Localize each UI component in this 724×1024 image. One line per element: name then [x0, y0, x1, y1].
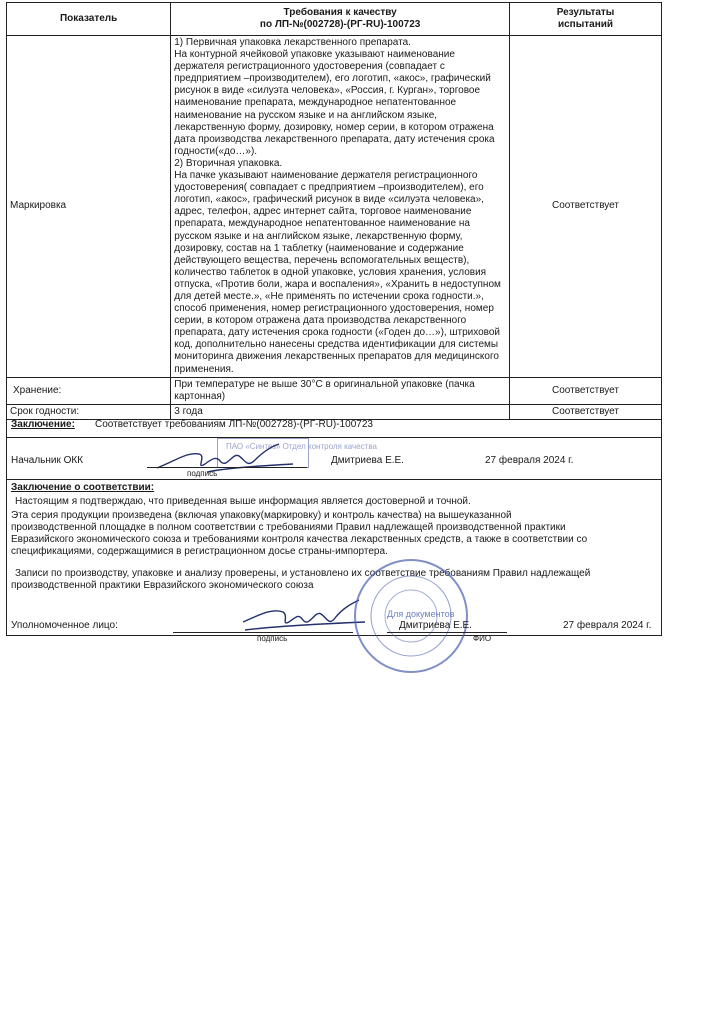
okk-name: Дмитриева Е.Е.: [331, 455, 404, 466]
header-requirements: [171, 3, 510, 36]
conclusion-label: Заключение:: [11, 419, 75, 430]
requirements-cell: [171, 36, 510, 378]
okk-signature-line: [147, 467, 307, 468]
requirement-text: 2) Вторичная упаковка.: [174, 157, 283, 169]
document-sheet: [6, 2, 662, 658]
authorized-signature-caption: подпись: [257, 634, 288, 643]
requirements-cell: При температуре не выше 30°С в оригинальной упаковке (пачка картонная): [171, 377, 510, 404]
header-indicator: Показатель: [7, 3, 171, 36]
okk-role: Начальник ОКК: [11, 455, 84, 466]
requirement-text: На пачке указывают наименование держателя регистрационного удостоверения( совпадает с предприятием –производителем), его логотип, «акос», графический рисунок в виде «силуэта человека», адрес, телефон, адрес интернет сайта, торговое наименование препарата, международное непатентованное наименование на русском языке и на английском языке, лекарственную форму, дозировку, состав на 1 таблетку (наименование и содержание действующего вещества, перечень вспомогательных веществ), количество таблеток в одной упаковке, условия хранения, условия отпуска, «Против боли, жара и воспаления», «Хранить в недоступном для детей месте.», «Не применять по истечении срока годности.», способ применения, номер регистрационного удостоверения, номер серии, в котором отражена дата производства лекарственного препарата, дату истечения срока годности («Годен до…»), штриховой код, дополнительно нанесены средства идентификации для системы мониторинга движения лекарственных препаратов для медицинского применения.: [174, 170, 501, 375]
compliance-p2-line: спецификациями, содержащимися в регистрационном досье страны-импортера.: [11, 546, 388, 557]
compliance-p1: Настоящим я подтверждаю, что приведенная выше информация является достоверной и точной.: [15, 496, 471, 507]
compliance-block: [6, 480, 662, 643]
compliance-heading: Заключение о соответствии:: [11, 482, 155, 493]
table-header-row: [7, 3, 662, 36]
result-cell: Соответствует: [510, 377, 662, 404]
table-row: [7, 377, 662, 404]
requirement-text: 1) Первичная упаковка лекарственного препарата.: [174, 37, 411, 48]
indicator-cell: Хранение:: [7, 377, 171, 404]
signature-authorized: [237, 600, 367, 634]
conclusion-text: Соответствует требованиям ЛП-№(002728)-(РГ-RU)-100723: [95, 419, 373, 430]
stamp-text: ПАО «Синтез» Отдел контроля качества: [226, 442, 377, 451]
indicator-cell: Маркировка: [7, 36, 171, 378]
header-results-line1: Результаты: [556, 6, 615, 18]
compliance-p2-line: Евразийского экономического союза и требованиями контроля качества лекарственных средств, а также в соответствии со: [11, 534, 588, 545]
indicator-cell: Срок годности:: [7, 404, 171, 419]
conclusion-block: [6, 412, 662, 438]
compliance-p3-line: производственной практики Евразийского экономического союза: [11, 580, 314, 591]
authorized-date: 27 февраля 2024 г.: [563, 620, 652, 631]
compliance-p3-line: Записи по производству, упаковке и анализу проверены, и установлено их соответствие требованиям Правил надлежащей: [15, 568, 591, 579]
signature-okk: [147, 442, 297, 476]
header-requirements-line2: по ЛП-№(002728)-(РГ-RU)-100723: [259, 19, 421, 30]
result-cell: Соответствует: [510, 36, 662, 378]
okk-signature-caption: подпись: [187, 469, 218, 478]
header-requirements-line1: Требования к качеству: [283, 6, 397, 18]
requirements-cell: 3 года: [171, 404, 510, 419]
header-results: [510, 3, 662, 36]
compliance-p2-line: производственной площадке в полном соответствии с требованиями Правил надлежащей производственной практики: [11, 522, 566, 533]
okk-sign-block: [6, 438, 662, 480]
okk-date: 27 февраля 2024 г.: [485, 455, 574, 466]
compliance-p2-line: Эта серия продукции произведена (включая упаковку(маркировку) и контроль качества) на вышеуказанной: [11, 510, 512, 521]
quality-table: [6, 2, 662, 420]
table-row: [7, 36, 662, 378]
header-results-line2: испытаний: [557, 19, 614, 30]
authorized-name: Дмитриева Е.Е.: [399, 620, 472, 631]
requirement-text: На контурной ячейковой упаковке указывают наименование держателя регистрационного удостоверения (совпадает с предприятием –производителем), его логотип, «акос», графический рисунок в виде «силуэта человека», «Россия, г. Курган», торговое наименование препарата, международное непатентованное наименование на русском языке и на английском языке, лекарственную форму, дозировку, номер серии, в котором отражена дата производства лекарственного препарата, дату истечения срока годности(«до…»).: [174, 49, 495, 157]
round-stamp-text: Для документов: [387, 609, 455, 619]
result-cell: Соответствует: [510, 404, 662, 419]
authorized-label: Уполномоченное лицо:: [11, 620, 118, 631]
fio-caption: ФИО: [473, 634, 492, 643]
